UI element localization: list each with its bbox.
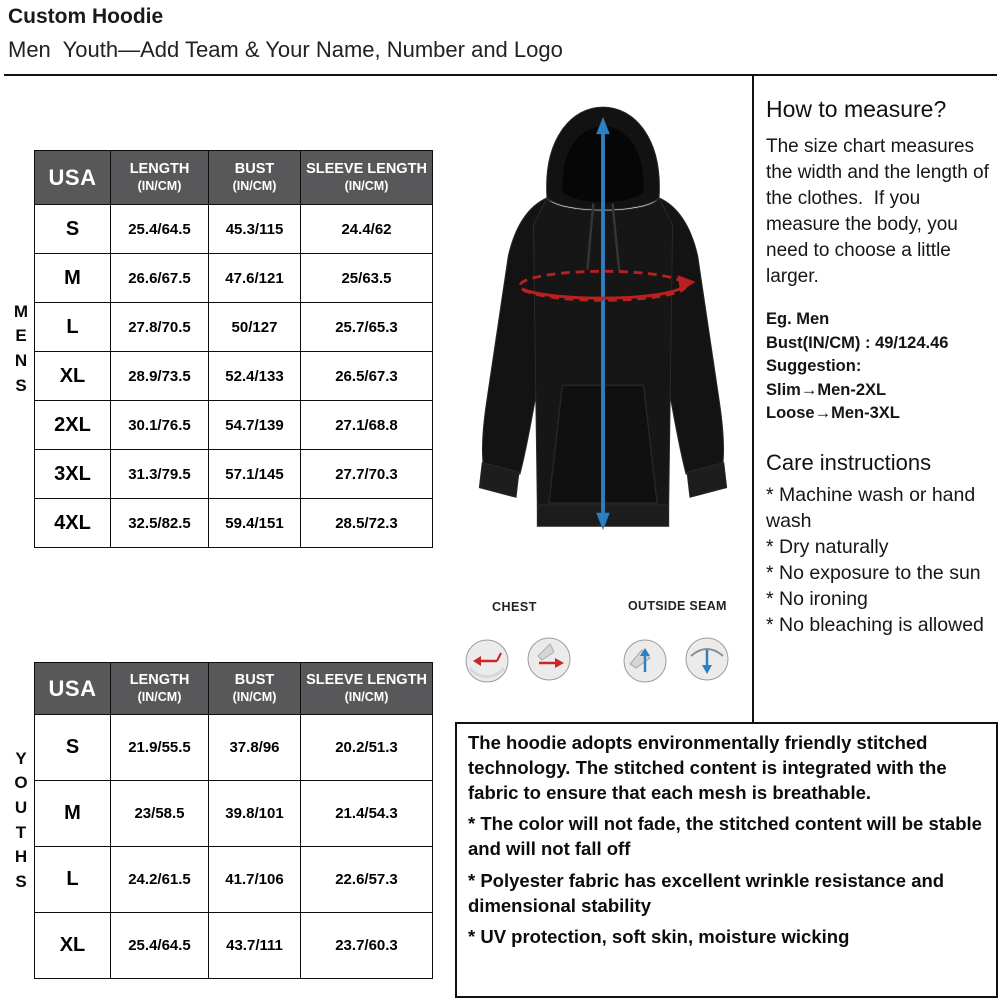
how-to-measure-body: The size chart measures the width and the length of the clothes. If you measure the body, you need to choose a little larger.: [766, 136, 995, 287]
example-line: Slim→Men-2XL: [766, 380, 887, 399]
youth-table: [34, 662, 433, 979]
table-row: [35, 254, 433, 303]
seam-arrow-down-icon: [684, 636, 730, 687]
bust-cell: 52.4/133: [209, 352, 301, 401]
product-info-box: [455, 722, 998, 998]
vertical-divider: [752, 76, 754, 722]
care-item: * Machine wash or hand wash: [766, 484, 976, 532]
header-length: LENGTH (IN/CM): [111, 151, 209, 205]
care-item: * No bleaching is allowed: [766, 614, 984, 636]
table-header-row: [35, 151, 433, 205]
top-divider: [4, 74, 997, 76]
size-cell: XL: [35, 913, 111, 979]
bust-cell: 41.7/106: [209, 847, 301, 913]
length-cell: 23/58.5: [111, 781, 209, 847]
mens-table: [34, 150, 433, 548]
table-row: [35, 913, 433, 979]
size-cell: S: [35, 205, 111, 254]
youth-side-label: Y O U T H S: [14, 748, 28, 891]
length-cell: 32.5/82.5: [111, 499, 209, 548]
length-cell: 30.1/76.5: [111, 401, 209, 450]
bust-cell: 47.6/121: [209, 254, 301, 303]
size-cell: L: [35, 303, 111, 352]
mens-side-label: M E N S: [13, 301, 29, 395]
sizing-example: [766, 308, 996, 426]
care-item: * No ironing: [766, 588, 868, 610]
care-instructions-list: [766, 482, 995, 638]
length-cell: 25.4/64.5: [111, 913, 209, 979]
header-sleeve: SLEEVE LENGTH (IN/CM): [301, 151, 433, 205]
care-item: * No exposure to the sun: [766, 562, 981, 584]
length-cell: 21.9/55.5: [111, 715, 209, 781]
bust-cell: 43.7/111: [209, 913, 301, 979]
product-info-bullet: * The color will not fade, the stitched content will be stable and will not fall off: [468, 813, 982, 860]
size-cell: M: [35, 254, 111, 303]
sleeve-cell: 28.5/72.3: [301, 499, 433, 548]
youth-size-chart: [8, 662, 433, 979]
product-info-bullet: * Polyester fabric has excellent wrinkle resistance and dimensional stability: [468, 869, 945, 916]
page-subtitle: Men Youth—Add Team & Your Name, Number and Logo: [8, 37, 563, 62]
how-to-measure-title: How to measure?: [766, 96, 947, 122]
example-line: Suggestion:: [766, 357, 862, 375]
chest-width-arrow-right-icon: [526, 636, 572, 687]
outside-seam-label: OUTSIDE SEAM: [628, 599, 727, 613]
sleeve-cell: 27.1/68.8: [301, 401, 433, 450]
table-row: [35, 781, 433, 847]
hoodie-illustration: [455, 80, 751, 592]
table-row: [35, 401, 433, 450]
table-row: [35, 847, 433, 913]
bust-cell: 45.3/115: [209, 205, 301, 254]
length-cell: 27.8/70.5: [111, 303, 209, 352]
size-cell: S: [35, 715, 111, 781]
size-cell: XL: [35, 352, 111, 401]
product-info-paragraph: The hoodie adopts environmentally friendly stitched technology. The stitched content is integrated with the fabric to ensure that each mesh is breathable.: [468, 732, 947, 803]
bust-cell: 50/127: [209, 303, 301, 352]
seam-fold-arrow-up-icon: [622, 638, 668, 689]
sleeve-cell: 25/63.5: [301, 254, 433, 303]
size-cell: 4XL: [35, 499, 111, 548]
table-header-row: [35, 663, 433, 715]
bust-cell: 59.4/151: [209, 499, 301, 548]
mens-size-chart: [8, 150, 433, 548]
sleeve-cell: 25.7/65.3: [301, 303, 433, 352]
header-sleeve: SLEEVE LENGTH (IN/CM): [301, 663, 433, 715]
example-line: Loose→Men-3XL: [766, 404, 900, 422]
table-row: [35, 303, 433, 352]
table-row: [35, 205, 433, 254]
sleeve-cell: 27.7/70.3: [301, 450, 433, 499]
length-cell: 28.9/73.5: [111, 352, 209, 401]
chest-label: CHEST: [492, 600, 537, 614]
care-item: * Dry naturally: [766, 536, 889, 558]
length-cell: 26.6/67.5: [111, 254, 209, 303]
table-row: [35, 352, 433, 401]
length-cell: 24.2/61.5: [111, 847, 209, 913]
size-cell: L: [35, 847, 111, 913]
page-title: Custom Hoodie: [8, 5, 164, 28]
bust-cell: 54.7/139: [209, 401, 301, 450]
bust-cell: 37.8/96: [209, 715, 301, 781]
sleeve-cell: 22.6/57.3: [301, 847, 433, 913]
size-cell: 2XL: [35, 401, 111, 450]
header-length: LENGTH (IN/CM): [111, 663, 209, 715]
table-row: [35, 450, 433, 499]
length-cell: 31.3/79.5: [111, 450, 209, 499]
length-cell: 25.4/64.5: [111, 205, 209, 254]
care-instructions-title: Care instructions: [766, 450, 932, 475]
header-usa: USA: [35, 663, 111, 715]
sleeve-cell: 26.5/67.3: [301, 352, 433, 401]
hoodie-product-image: [455, 80, 751, 592]
example-line: Bust(IN/CM) : 49/124.46: [766, 333, 949, 352]
header-bust: BUST (IN/CM): [209, 151, 301, 205]
product-info-bullet: * UV protection, soft skin, moisture wicking: [468, 926, 850, 948]
sleeve-cell: 20.2/51.3: [301, 715, 433, 781]
sleeve-cell: 21.4/54.3: [301, 781, 433, 847]
bust-cell: 57.1/145: [209, 450, 301, 499]
size-cell: 3XL: [35, 450, 111, 499]
header-usa: USA: [35, 151, 111, 205]
table-row: [35, 715, 433, 781]
table-row: [35, 499, 433, 548]
header-bust: BUST (IN/CM): [209, 663, 301, 715]
sleeve-cell: 23.7/60.3: [301, 913, 433, 979]
sleeve-cell: 24.4/62: [301, 205, 433, 254]
size-cell: M: [35, 781, 111, 847]
example-line: Eg. Men: [766, 310, 830, 328]
chest-width-arrow-left-icon: [464, 638, 510, 689]
bust-cell: 39.8/101: [209, 781, 301, 847]
